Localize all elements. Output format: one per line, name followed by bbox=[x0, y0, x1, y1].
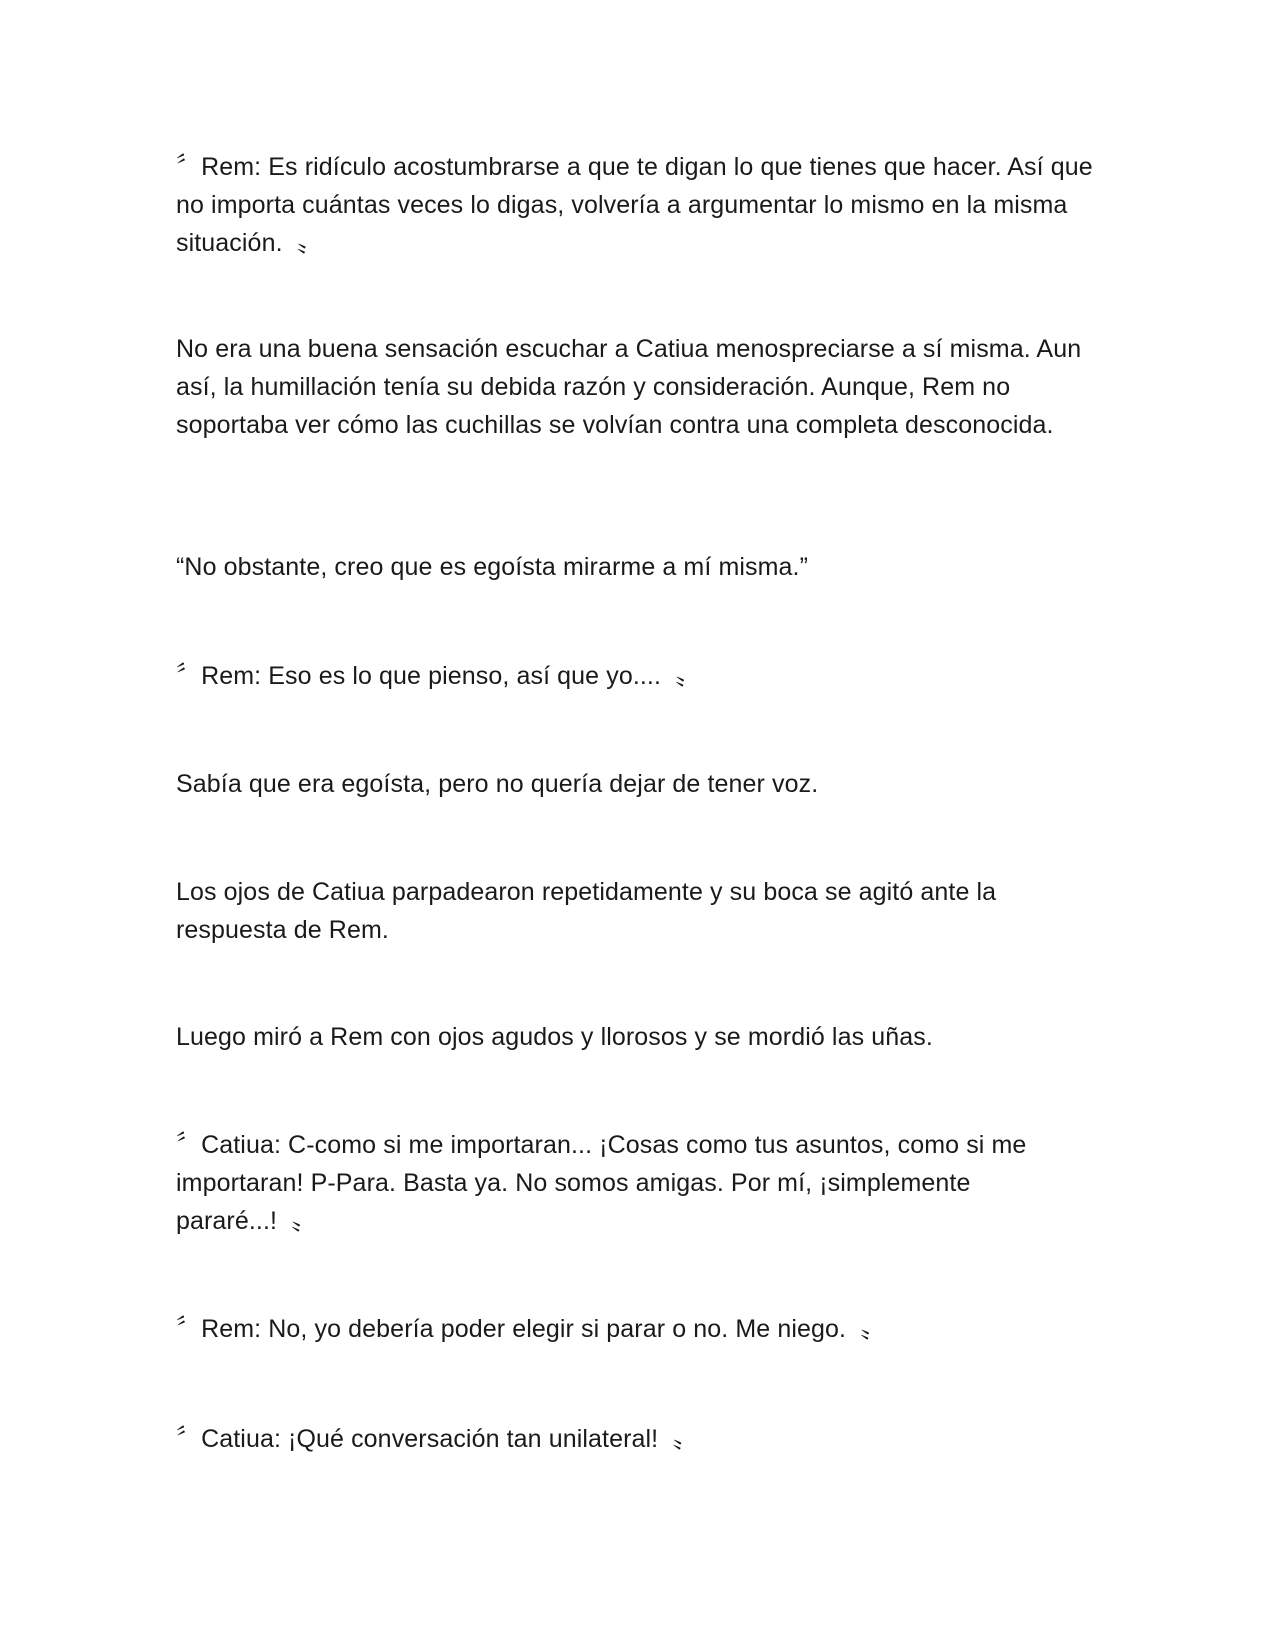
paragraph-narration-1: No era una buena sensación escuchar a Catiua menospreciarse a sí misma. Aun así, la humillación tenía su debida razón y consideración. Aunque, Rem no soportaba ver cómo las cuchillas se volvían contra una completa desconocida. bbox=[176, 335, 1082, 439]
paragraph-narration-3: Los ojos de Catiua parpadearon repetidamente y su boca se agitó ante la respuesta de Rem. bbox=[176, 878, 997, 944]
paragraph-quote-1: “No obstante, creo que es egoísta mirarme a mí misma.” bbox=[176, 553, 809, 581]
paragraph-rem-dialogue-2: 〞Rem: Eso es lo que pienso, así que yo.... 〟 bbox=[176, 662, 701, 690]
paragraph-catiua-dialogue-2: 〞Catiua: ¡Qué conversación tan unilateral! 〟 bbox=[176, 1425, 698, 1453]
paragraph-catiua-dialogue-1: 〞Catiua: C-como si me importaran... ¡Cosas como tus asuntos, como si me importaran! P-Para. Basta ya. No somos amigas. Por mí, ¡simplemente pararé...! 〟 bbox=[176, 1131, 1027, 1235]
paragraph-rem-dialogue-3: 〞Rem: No, yo debería poder elegir si parar o no. Me niego. 〟 bbox=[176, 1315, 886, 1343]
paragraph-narration-2: Sabía que era egoísta, pero no quería dejar de tener voz. bbox=[176, 770, 819, 798]
paragraph-narration-4: Luego miró a Rem con ojos agudos y llorosos y se mordió las uñas. bbox=[176, 1023, 933, 1051]
paragraph-rem-dialogue-1: 〞Rem: Es ridículo acostumbrarse a que te digan lo que tienes que hacer. Así que no importa cuántas veces lo digas, volvería a argumentar lo mismo en la misma situación. 〟 bbox=[176, 153, 1093, 257]
